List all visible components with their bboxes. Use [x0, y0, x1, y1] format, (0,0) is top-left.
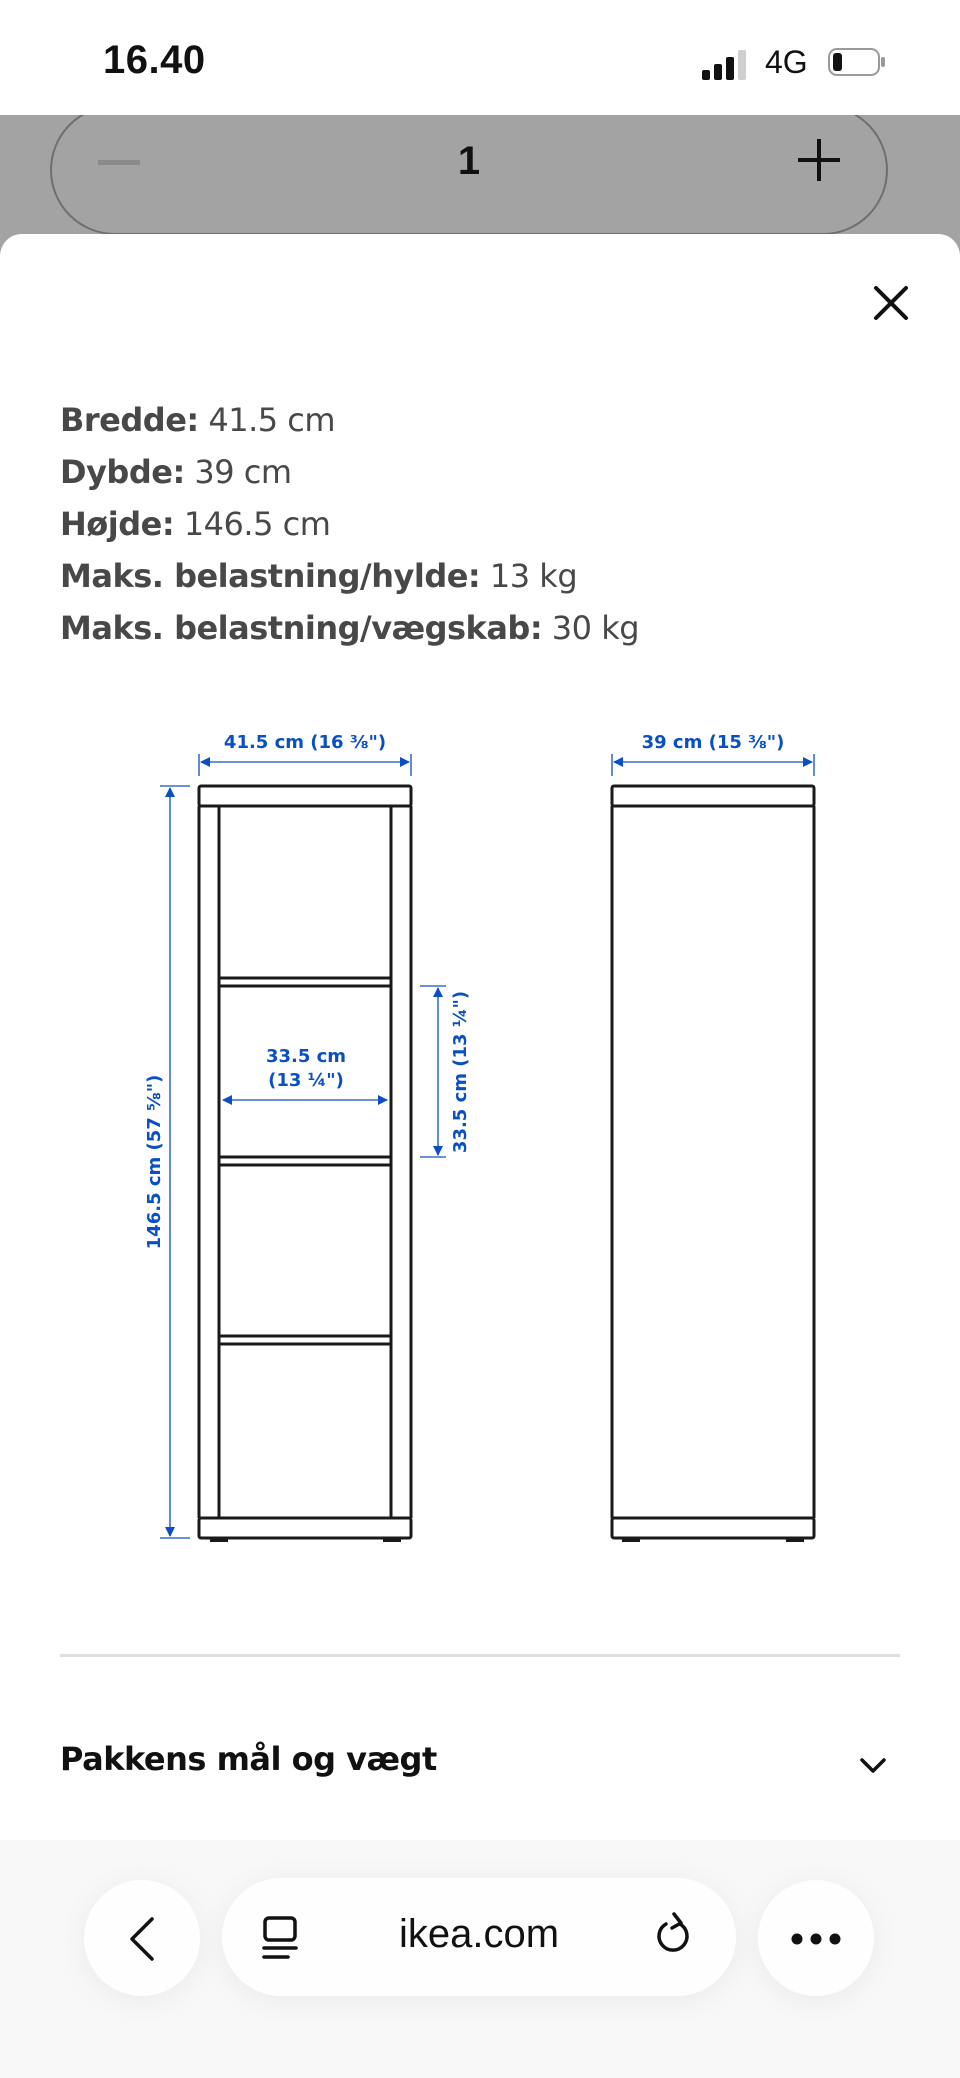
spec-value: 41.5 cm [208, 401, 336, 439]
browser-toolbar [0, 1840, 960, 2078]
dimension-labels [144, 732, 784, 1249]
spec-value: 30 kg [551, 609, 640, 647]
accordion-title: Pakkens mål og vægt [60, 1740, 437, 1778]
more-button[interactable] [758, 1880, 874, 1996]
close-icon[interactable] [872, 284, 910, 322]
spec-label: Maks. belastning/hylde: [60, 557, 481, 595]
chevron-down-icon [858, 1750, 888, 1780]
side-depth-label: 39 cm (15 ⅜") [641, 732, 785, 753]
dimension-diagram [0, 704, 960, 1604]
back-button[interactable] [84, 1880, 200, 1996]
spec-width [60, 394, 639, 446]
dimmed-page-overlay[interactable] [0, 115, 960, 240]
spec-depth [60, 446, 639, 498]
spec-max-load-shelf [60, 550, 639, 602]
side-view [612, 786, 814, 1540]
spec-value: 146.5 cm [183, 505, 331, 543]
spec-label: Bredde: [60, 401, 199, 439]
quantity-value: 1 [457, 139, 481, 183]
signal-icon [702, 50, 752, 80]
battery-icon [828, 48, 886, 76]
network-type: 4G [765, 44, 808, 80]
section-divider [60, 1654, 900, 1657]
front-view [199, 786, 411, 1540]
compartment-height-label: 33.5 cm (13 ¼") [450, 990, 471, 1154]
spec-max-load-wall [60, 602, 639, 654]
status-time: 16.40 [103, 38, 206, 82]
more-icon [790, 1932, 842, 1946]
spec-height [60, 498, 639, 550]
compartment-width-label: 33.5 cm [265, 1046, 347, 1067]
compartment-width-label-inch: (13 ¼") [268, 1070, 344, 1091]
status-bar [0, 0, 960, 115]
spec-label: Højde: [60, 505, 175, 543]
dimension-lines [160, 754, 814, 1538]
package-dimensions-accordion[interactable] [60, 1734, 900, 1794]
spec-value: 13 kg [489, 557, 578, 595]
reload-icon[interactable] [654, 1910, 694, 1960]
address-bar[interactable] [222, 1878, 736, 1996]
spec-label: Dybde: [60, 453, 185, 491]
chevron-left-icon [126, 1916, 156, 1962]
spec-list [60, 394, 639, 654]
total-height-label: 146.5 cm (57 ⅝") [144, 1074, 165, 1250]
spec-value: 39 cm [194, 453, 292, 491]
quantity-stepper [50, 115, 888, 235]
front-width-label: 41.5 cm (16 ⅜") [223, 732, 387, 753]
plus-icon[interactable] [798, 139, 840, 181]
url-text[interactable]: ikea.com [398, 1912, 560, 1956]
measurements-sheet [0, 234, 960, 2078]
spec-label: Maks. belastning/vægskab: [60, 609, 543, 647]
